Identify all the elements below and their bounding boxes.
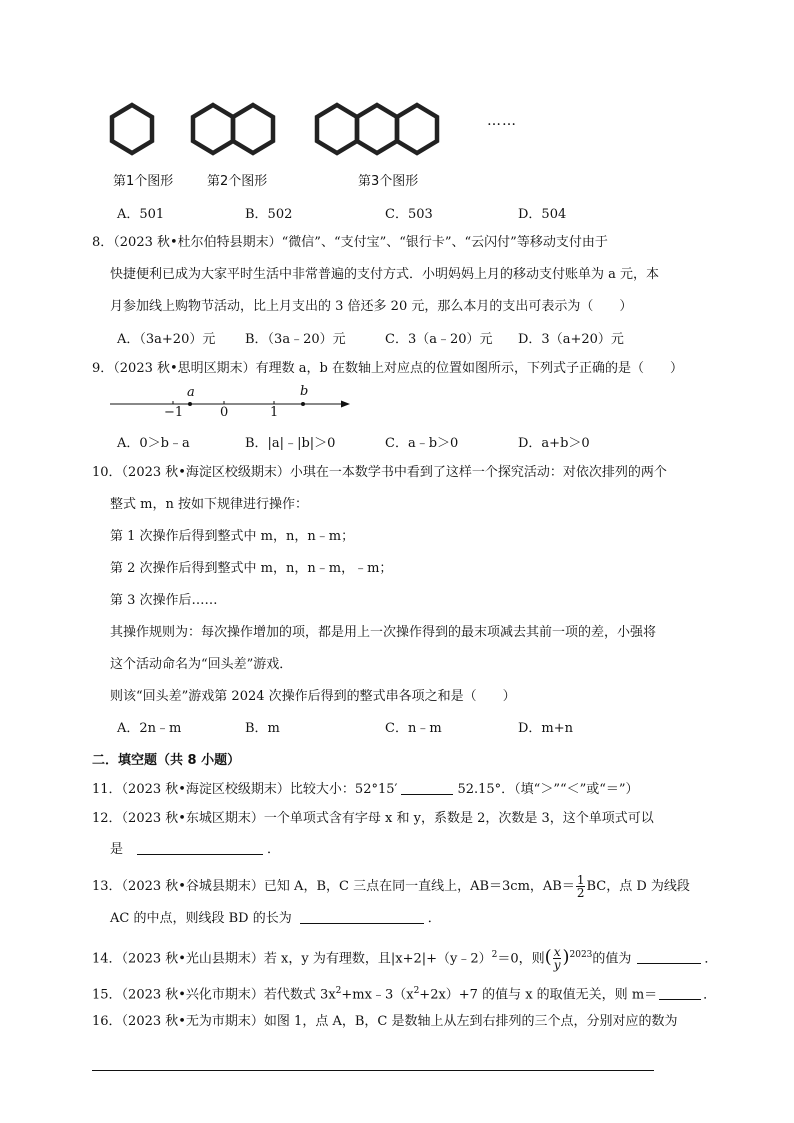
q10-options <box>117 717 677 735</box>
q9-tick-minus-one: −1 <box>164 405 184 420</box>
q12-text-after: ． <box>267 842 281 857</box>
footer-rule <box>92 1070 654 1071</box>
q13-fraction <box>576 874 586 899</box>
q10-option-c[interactable]: C．n﹣m <box>385 721 442 736</box>
q11-answer-blank[interactable] <box>401 780 453 795</box>
q7-option-d[interactable]: D．504 <box>518 207 567 222</box>
q9-option-b[interactable]: B．|a|﹣|b|＞0 <box>245 436 336 451</box>
q14-text-after-power: 的值为 <box>592 951 632 967</box>
q9-option-a[interactable]: A．0＞b﹣a <box>117 436 190 451</box>
q15-exponent-1: 2 <box>335 986 342 996</box>
q13-answer-blank[interactable] <box>300 909 424 924</box>
q14-fraction-denominator: y <box>553 958 561 973</box>
figure-caption-2: 第2个图形 <box>207 174 268 189</box>
q8-options <box>117 328 677 346</box>
q9-point-a-label: a <box>187 385 195 400</box>
q15-answer-blank[interactable] <box>659 985 701 1000</box>
q8-option-b[interactable]: B．（3a﹣20）元 <box>245 332 346 347</box>
q14-text-before: 14．（2023 秋•光山县期末）若 x，y 为有理数，且|x+2|+（y﹣2） <box>92 951 492 967</box>
q9-point-b-label: b <box>300 384 309 399</box>
q15-line <box>92 982 716 1004</box>
q13-text-before: 13．（2023 秋•谷城县期末）已知 A，B，C 三点在同一直线上，AB＝3cm，AB＝ <box>92 879 575 894</box>
q14-fraction-numerator: x <box>553 945 561 960</box>
q15-exponent-2: 2 <box>413 986 420 996</box>
q15-text-before: 15．（2023 秋•兴化市期末）若代数式 3x <box>92 987 336 1003</box>
q13-text-2-after: ． <box>427 911 441 926</box>
q14-fraction <box>553 946 562 971</box>
figure-ellipsis: …… <box>487 113 517 129</box>
q13-text-2-before: AC 的中点，则线段 BD 的长为 <box>110 911 292 926</box>
q13-line-1 <box>92 874 690 899</box>
q15-text-mid-2: +2x）+7 的值与 x 的取值无关，则 m＝ <box>419 987 658 1003</box>
q10-line-7: 这个活动命名为“回头差”游戏． <box>110 657 293 672</box>
q11-text-before: 11．（2023 秋•海淀区校级期末）比较大小：52°15′ <box>92 782 398 797</box>
q10-line-1: 10．（2023 秋•海淀区校级期末）小琪在一本数学书中看到了这样一个探究活动：对依次排列的两个 <box>92 465 667 480</box>
q10-line-2: 整式 m，n 按如下规律进行操作： <box>110 497 308 512</box>
figure-1-hexagons <box>112 105 152 153</box>
q10-line-5: 第 3 次操作后…… <box>110 593 218 608</box>
q9-line: 9．（2023 秋•思明区期末）有理数 a，b 在数轴上对应点的位置如图所示，下列式子正确的是（ ） <box>92 361 683 376</box>
q14-line: 14．（2023 秋•光山县期末）若 x，y 为有理数，且|x+2|+（y﹣2）$^2$＝0，则( $\frac{x}{y}$ )$^{2023}$的值为 ． <box>92 945 718 973</box>
matchstick-figure <box>100 95 560 165</box>
q15-text-end: ． <box>703 987 717 1003</box>
q11-text-after: 52.15°．（填“＞”“＜”或“＝”） <box>457 782 639 797</box>
q14-text-middle: ＝0，则 <box>497 951 545 967</box>
figure-caption-1: 第1个图形 <box>113 174 174 189</box>
q8-option-c[interactable]: C．3（a﹣20）元 <box>385 332 493 347</box>
q8-option-d[interactable]: D．3（a+20）元 <box>518 332 624 347</box>
figure-caption-3: 第3个图形 <box>358 174 419 189</box>
q8-line-2: 快捷便利已成为大家平时生活中非常普遍的支付方式．小明妈妈上月的移动支付账单为 a 元，本 <box>110 267 660 282</box>
q8-option-a[interactable]: A．（3a+20）元 <box>117 332 216 347</box>
q8-line-1: 8．（2023 秋•杜尔伯特县期末）“微信”、“支付宝”、“银行卡”、“云闪付”等移动支付由于 <box>92 235 608 250</box>
section-2-heading: 二．填空题（共 8 小题） <box>92 753 241 768</box>
q9-number-line <box>108 384 358 420</box>
q13-fraction-denominator: 2 <box>576 886 585 900</box>
q10-option-a[interactable]: A．2n﹣m <box>117 721 182 736</box>
q9-options <box>117 432 677 450</box>
q11-line <box>92 780 639 799</box>
q13-line-2 <box>110 909 441 928</box>
q12-answer-blank[interactable] <box>137 840 263 855</box>
q10-option-d[interactable]: D．m+n <box>518 721 574 736</box>
q14-square-exponent: 2 <box>491 950 498 960</box>
q10-line-8: 则该“回头差”游戏第 2024 次操作后得到的整式串各项之和是（ ） <box>110 689 516 704</box>
q9-option-d[interactable]: D．a+b＞0 <box>518 436 590 451</box>
q12-line-1: 12．（2023 秋•东城区期末）一个单项式含有字母 x 和 y，系数是 2，次数是 3，这个单项式可以 <box>92 811 654 826</box>
q10-line-6: 其操作规则为：每次操作增加的项，都是用上一次操作得到的最末项减去其前一项的差，小强将 <box>110 625 657 640</box>
q7-option-b[interactable]: B．502 <box>245 207 293 222</box>
q8-line-3: 月参加线上购物节活动，比上月支出的 3 倍还多 20 元，那么本月的支出可表示为（ ） <box>110 299 633 314</box>
q7-option-a[interactable]: A．501 <box>117 207 165 222</box>
q9-option-c[interactable]: C．a﹣b＞0 <box>385 436 459 451</box>
q16-line: 16．（2023 秋•无为市期末）如图 1，点 A，B，C 是数轴上从左到右排列的三个点，分别对应的数为 <box>92 1014 678 1029</box>
q14-power: 2023 <box>569 950 593 960</box>
q10-option-b[interactable]: B．m <box>245 721 280 736</box>
q10-line-3: 第 1 次操作后得到整式中 m，n，n﹣m； <box>110 529 355 544</box>
q12-text-before: 是 <box>110 842 124 857</box>
q9-tick-zero: 0 <box>220 405 229 420</box>
q14-answer-blank[interactable] <box>637 949 701 964</box>
figure-2-hexagons <box>193 105 273 153</box>
q9-tick-one: 1 <box>270 405 279 420</box>
q15-text-mid-1: +mx﹣3（x <box>341 987 414 1003</box>
q13-fraction-numerator: 1 <box>576 873 585 887</box>
q13-text-after: BC，点 D 为线段 <box>586 879 690 894</box>
q10-line-4: 第 2 次操作后得到整式中 m，n，n﹣m，﹣m； <box>110 561 393 576</box>
q7-option-c[interactable]: C．503 <box>385 207 433 222</box>
q12-line-2 <box>110 840 280 859</box>
q14-text-end: ． <box>704 951 718 967</box>
q7-options <box>117 203 677 221</box>
figure-3-hexagons <box>317 105 437 153</box>
